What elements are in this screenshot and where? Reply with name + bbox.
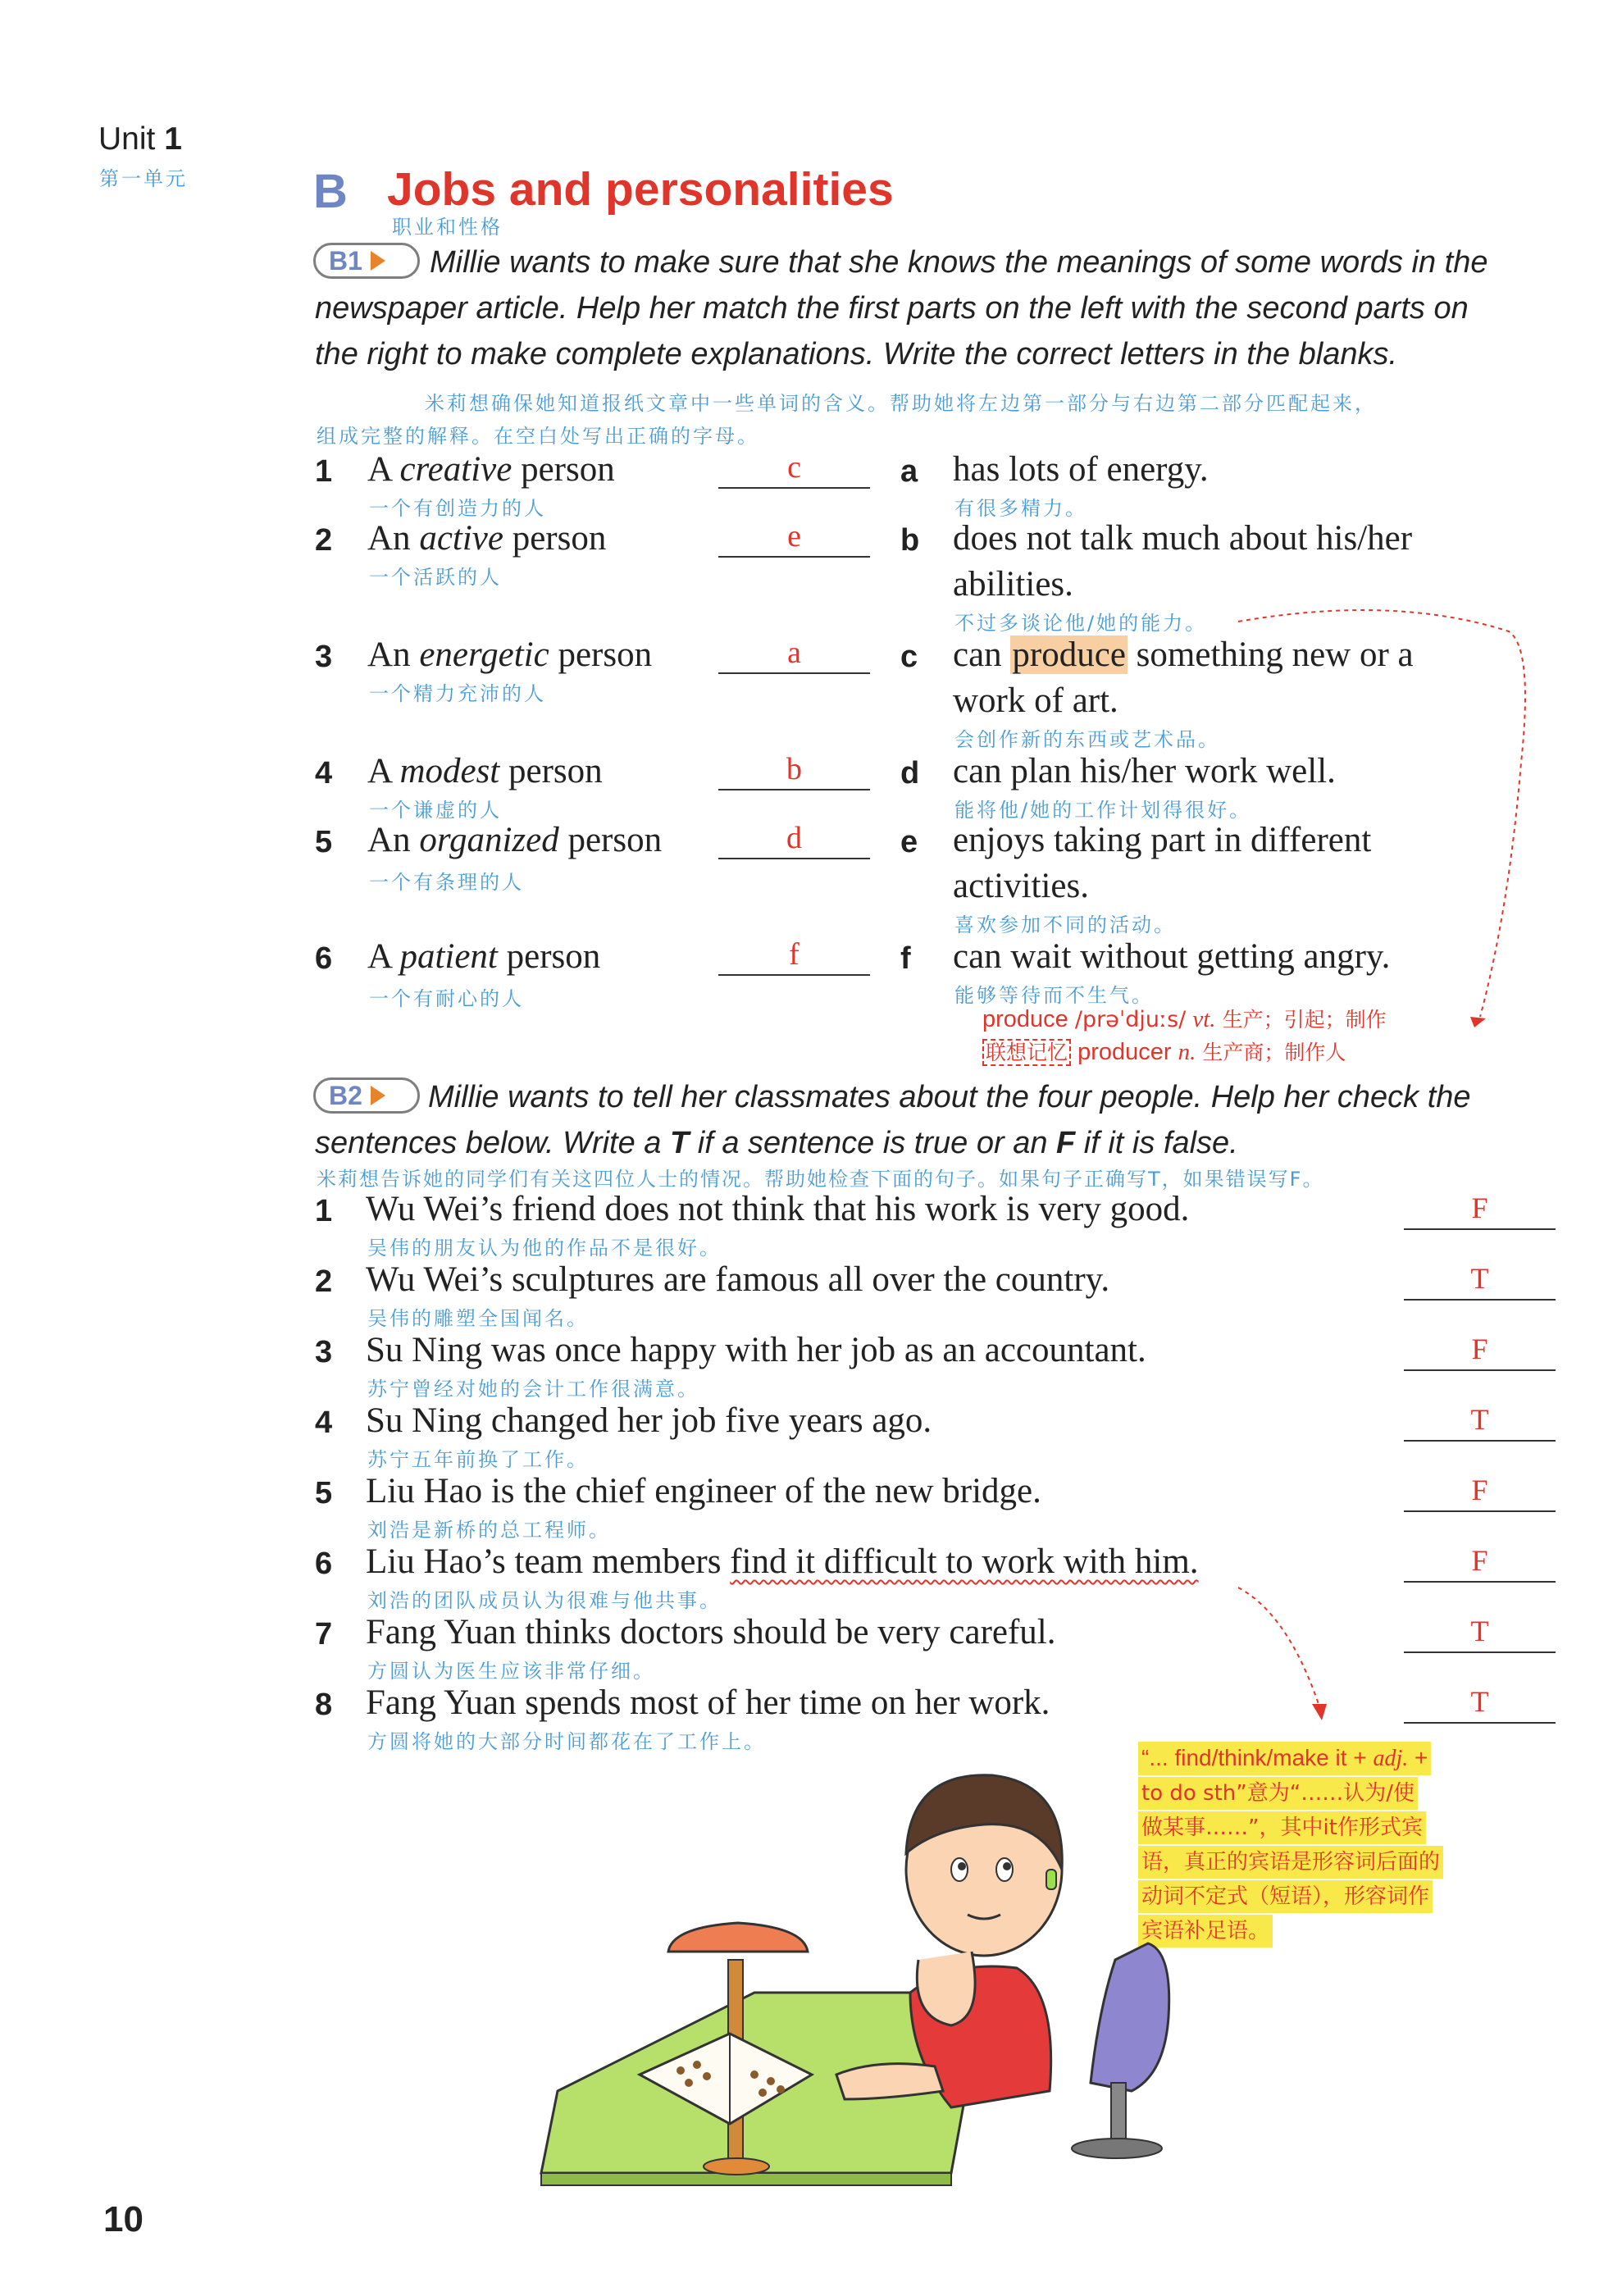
statement-gloss: 刘浩的团队成员认为很难与他共事。 xyxy=(367,1589,722,1612)
option-gloss: 能够等待而不生气。 xyxy=(954,984,1154,1007)
item-keyword: organized xyxy=(419,821,559,859)
item-gloss: 一个活跃的人 xyxy=(369,566,502,589)
section-title: Jobs and personalities xyxy=(387,163,894,216)
item-article: An xyxy=(367,636,420,674)
item-number: 6 xyxy=(315,941,333,976)
unit-word: Unit xyxy=(98,121,156,157)
vocab-meaning: 生产；引起；制作 xyxy=(1222,1008,1387,1032)
grammar-note-line-3: 做某事……”，其中it作形式宾 xyxy=(1138,1811,1426,1844)
vocab-tag: 联想记忆 xyxy=(982,1039,1071,1066)
b2-answer-blank-5[interactable]: F xyxy=(1404,1473,1556,1512)
instr-part: if a sentence is true or an xyxy=(689,1126,1057,1160)
statement-number: 7 xyxy=(315,1617,333,1651)
b2-answer-blank-2[interactable]: T xyxy=(1404,1261,1556,1301)
vocab-pos: vt. xyxy=(1192,1006,1216,1032)
vocab-related-word: producer xyxy=(1077,1039,1172,1065)
b1-answer-blank-6[interactable]: f xyxy=(718,936,870,976)
option-letter: b xyxy=(900,523,920,558)
option-gloss: 能将他/她的工作计划得很好。 xyxy=(954,799,1252,822)
section-subtitle: 职业和性格 xyxy=(392,216,503,239)
grammar-note-line-2: to do sth”意为“……认为/使 xyxy=(1138,1777,1418,1810)
item-article: An xyxy=(367,821,420,859)
vocab-word: produce xyxy=(982,1006,1068,1032)
grammar-note-line-4: 语，真正的宾语是形容词后面的 xyxy=(1138,1846,1443,1879)
statement-text: Liu Hao is the chief engineer of the new bridge. xyxy=(366,1472,1041,1510)
statement-number: 6 xyxy=(315,1547,333,1581)
annotation-arrow-icon xyxy=(1148,599,1542,1033)
b1-answer-blank-1[interactable]: c xyxy=(718,449,870,489)
statement-gloss: 吴伟的朋友认为他的作品不是很好。 xyxy=(367,1237,722,1260)
option-letter: f xyxy=(900,941,911,976)
option-letter: a xyxy=(900,454,918,489)
instr-part: sentences below. Write a xyxy=(315,1126,670,1160)
option-text: has lots of energy. xyxy=(953,450,1209,489)
statement-gloss: 苏宁曾经对她的会计工作很满意。 xyxy=(367,1378,699,1401)
b1-answer-blank-4[interactable]: b xyxy=(718,751,870,790)
item-gloss: 一个有耐心的人 xyxy=(369,987,524,1010)
item-number: 4 xyxy=(315,756,333,790)
option-gloss: 喜欢参加不同的活动。 xyxy=(954,913,1176,936)
option-letter: d xyxy=(900,756,920,790)
unit-label xyxy=(98,121,182,157)
item-number: 1 xyxy=(315,454,333,489)
statement-number: 5 xyxy=(315,1476,333,1510)
vocab-related-meaning: 生产商；制作人 xyxy=(1202,1041,1346,1064)
b1-answer-blank-2[interactable]: e xyxy=(718,518,870,558)
b2-instruction-line-2 xyxy=(315,1120,1238,1166)
section-letter: B xyxy=(313,165,348,218)
option-gloss: 会创作新的东西或艺术品。 xyxy=(954,728,1220,751)
unit-number: 1 xyxy=(164,121,182,157)
item-number: 5 xyxy=(315,825,333,859)
statement-gloss: 方圆将她的大部分时间都花在了工作上。 xyxy=(367,1730,766,1753)
statement-gloss: 吴伟的雕塑全国闻名。 xyxy=(367,1307,589,1330)
item-gloss: 一个精力充沛的人 xyxy=(369,682,546,705)
item-article: A xyxy=(367,752,400,790)
play-arrow-icon xyxy=(371,1086,385,1105)
item-gloss: 一个有创造力的人 xyxy=(369,497,546,520)
item-noun: person xyxy=(497,937,601,976)
option-text-cont: work of art. xyxy=(953,681,1118,720)
item-article: An xyxy=(367,519,420,558)
item-article: A xyxy=(367,937,400,976)
instr-part: if it is false. xyxy=(1075,1126,1238,1160)
grammar-note xyxy=(1138,1742,1499,1947)
vocab-related-pos: n. xyxy=(1178,1039,1196,1065)
b2-instruction-line-1: Millie wants to tell her classmates about the four people. Help her check the xyxy=(428,1080,1471,1114)
option-text-post: something new or a xyxy=(1127,636,1414,674)
item-gloss: 一个有条理的人 xyxy=(369,871,524,894)
b2-answer-blank-1[interactable]: F xyxy=(1404,1191,1556,1230)
item-noun: person xyxy=(549,636,653,674)
statement-number: 4 xyxy=(315,1405,333,1440)
item-text xyxy=(367,635,652,675)
option-text: does not talk much about his/her xyxy=(953,519,1413,558)
item-keyword: active xyxy=(419,519,503,558)
statement-gloss: 苏宁五年前换了工作。 xyxy=(367,1448,589,1471)
statement-text xyxy=(366,1542,1199,1582)
statement-gloss: 刘浩是新桥的总工程师。 xyxy=(367,1519,611,1542)
item-keyword: energetic xyxy=(419,636,549,674)
item-noun: person xyxy=(499,752,603,790)
underlined-phrase: find it difficult to work with him. xyxy=(730,1542,1199,1581)
item-text xyxy=(367,751,603,791)
note-text: “... find/think/make it + xyxy=(1141,1745,1374,1770)
note-text: + xyxy=(1408,1745,1428,1770)
b2-answer-blank-4[interactable]: T xyxy=(1404,1402,1556,1442)
b2-badge-label: B2 xyxy=(329,1080,362,1110)
b2-answer-blank-6[interactable]: F xyxy=(1404,1543,1556,1583)
b1-instruction-zh-1: 米莉想确保她知道报纸文章中一些单词的含义。帮助她将左边第一部分与右边第二部分匹配起来， xyxy=(425,392,1377,415)
statement-text-pre: Liu Hao’s team members xyxy=(366,1542,731,1581)
item-keyword: modest xyxy=(399,752,500,790)
option-gloss: 有很多精力。 xyxy=(954,497,1087,520)
option-letter: e xyxy=(900,825,918,859)
grammar-note-line-6: 宾语补足语。 xyxy=(1138,1915,1273,1947)
boy-reading-illustration xyxy=(525,1747,1181,2189)
b1-instruction: Millie wants to make sure that she knows the meanings of some words in the newspaper article. Help her match the first parts on the left with the second parts on the right to make complete explanations. Write the correct letters in the blanks. xyxy=(315,245,1488,371)
statement-number: 8 xyxy=(315,1688,333,1722)
note-adj: adj. xyxy=(1373,1746,1409,1771)
unit-subtitle: 第一单元 xyxy=(99,167,188,190)
vocab-phonetic: /prəˈdjuːs/ xyxy=(1074,1007,1187,1032)
option-text-cont: abilities. xyxy=(953,565,1073,604)
statement-number: 2 xyxy=(315,1264,333,1299)
b2-instruction-zh: 米莉想告诉她的同学们有关这四位人士的情况。帮助她检查下面的句子。如果句子正确写T，如果错误写F。 xyxy=(317,1168,1324,1191)
item-text xyxy=(367,449,615,490)
item-noun: person xyxy=(512,450,615,489)
b1-instruction-zh-2: 组成完整的解释。在空白处写出正确的字母。 xyxy=(317,425,759,448)
chair-illustration xyxy=(1072,1943,1169,2158)
item-noun: person xyxy=(558,821,663,859)
option-text: can plan his/her work well. xyxy=(953,752,1336,790)
option-text: can wait without getting angry. xyxy=(953,937,1391,976)
grammar-note-line-1 xyxy=(1138,1742,1431,1775)
b1-answer-blank-5[interactable]: d xyxy=(718,820,870,859)
b2-answer-blank-3[interactable]: F xyxy=(1404,1332,1556,1371)
instr-true-letter: T xyxy=(670,1126,690,1160)
item-text xyxy=(367,518,606,558)
option-letter: c xyxy=(900,640,918,674)
item-gloss: 一个谦虚的人 xyxy=(369,799,502,822)
item-article: A xyxy=(367,450,400,489)
option-text-pre: can xyxy=(953,636,1011,674)
vocab-related xyxy=(982,1036,1346,1066)
statement-text: Wu Wei’s friend does not think that his work is very good. xyxy=(366,1190,1190,1228)
highlighted-word: produce xyxy=(1012,636,1126,674)
statement-gloss: 方圆认为医生应该非常仔细。 xyxy=(367,1660,655,1683)
option-gloss: 不过多谈论他/她的能力。 xyxy=(954,612,1208,635)
vocab-note xyxy=(982,1004,1387,1033)
b2-answer-blank-8[interactable]: T xyxy=(1404,1684,1556,1724)
statement-number: 3 xyxy=(315,1335,333,1369)
option-text-cont: activities. xyxy=(953,867,1089,905)
statement-text: Fang Yuan thinks doctors should be very careful. xyxy=(366,1613,1056,1651)
statement-text: Fang Yuan spends most of her time on her work. xyxy=(366,1683,1050,1722)
item-keyword: patient xyxy=(399,937,498,976)
statement-text: Su Ning changed her job five years ago. xyxy=(366,1401,932,1440)
statement-number: 1 xyxy=(315,1194,333,1228)
item-text xyxy=(367,936,600,977)
statement-text: Su Ning was once happy with her job as an accountant. xyxy=(366,1331,1146,1369)
item-noun: person xyxy=(503,519,607,558)
item-text xyxy=(367,820,662,860)
statement-text: Wu Wei’s sculptures are famous all over the country. xyxy=(366,1260,1110,1299)
option-text: enjoys taking part in different xyxy=(953,821,1372,859)
b2-answer-blank-7[interactable]: T xyxy=(1404,1614,1556,1653)
b1-badge-label: B1 xyxy=(329,245,362,276)
b2-badge xyxy=(313,1077,420,1114)
page-number: 10 xyxy=(103,2199,144,2239)
grammar-note-line-5: 动词不定式（短语），形容词作 xyxy=(1138,1880,1433,1913)
grammar-arrow-icon xyxy=(1230,1581,1345,1729)
item-number: 2 xyxy=(315,523,333,558)
item-number: 3 xyxy=(315,640,333,674)
b1-answer-blank-3[interactable]: a xyxy=(718,635,870,674)
item-keyword: creative xyxy=(399,450,512,489)
instr-false-letter: F xyxy=(1056,1126,1076,1160)
